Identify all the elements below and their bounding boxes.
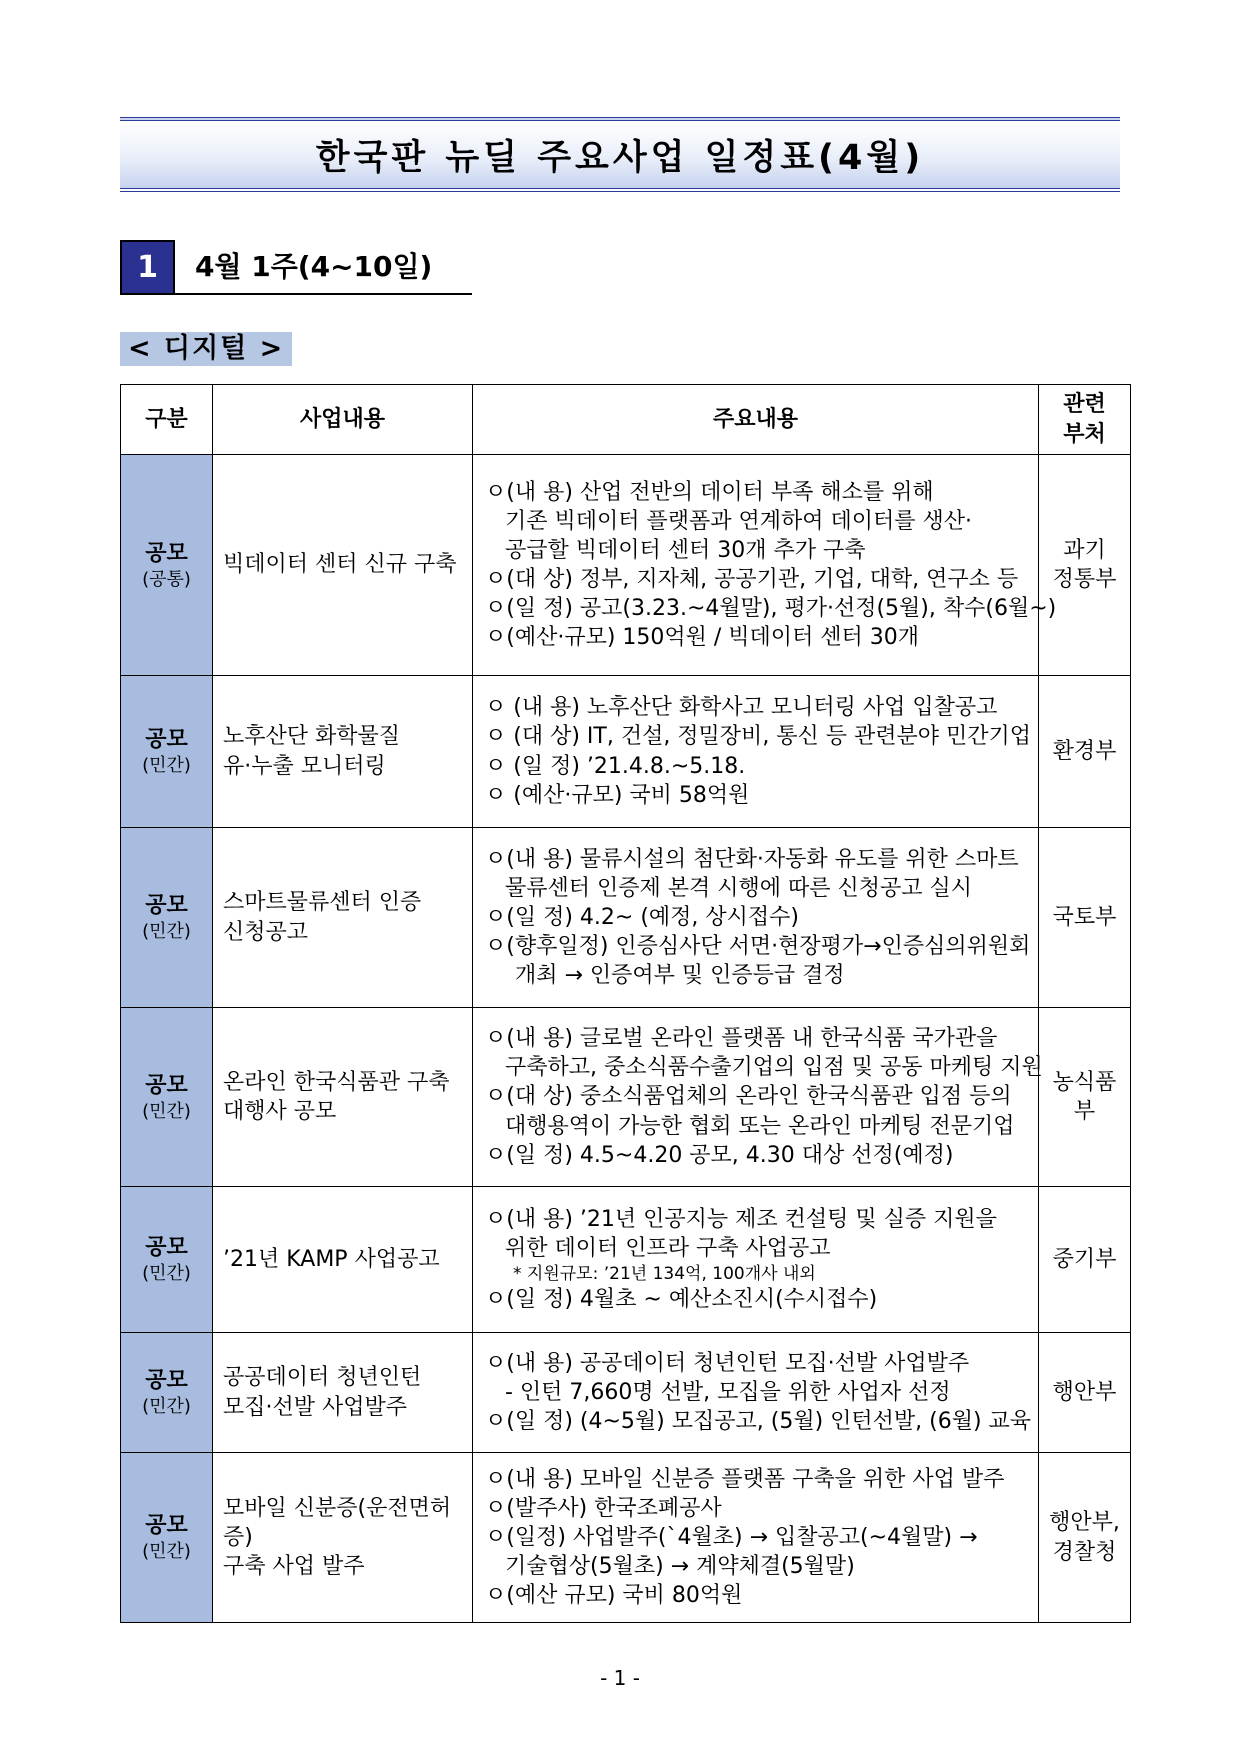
category-type: 공모 (145, 540, 188, 566)
content-line: ㅇ(향후일정) 인증심사단 서면·현장평가→인증심의위원회 (485, 934, 1031, 960)
header-content: 주요내용 (473, 385, 1039, 455)
category-cell (121, 676, 213, 828)
category-type: 공모 (145, 893, 188, 919)
header-project: 사업내용 (213, 385, 473, 455)
page-number: - 1 - (600, 1666, 640, 1690)
table-row (121, 1333, 1131, 1453)
project-name: ’21년 KAMP 사업공고 (213, 1187, 473, 1333)
content-line: 공급할 빅데이터 센터 30개 추가 구축 (505, 537, 866, 563)
category-sub: (민간) (142, 1100, 191, 1122)
content-line: 대행용역이 가능한 협회 또는 온라인 마케팅 전문기업 (505, 1113, 1015, 1139)
category-cell (121, 1453, 213, 1623)
category-type: 공모 (145, 1368, 188, 1394)
content-line: 개최 → 인증여부 및 인증등급 결정 (515, 963, 845, 989)
header-gubun: 구분 (121, 385, 213, 455)
content-line: ㅇ (대 상) IT, 건설, 정밀장비, 통신 등 관련분야 민간기업 (485, 724, 1032, 750)
content-line: ㅇ(내 용) 모바일 신분증 플랫폼 구축을 위한 사업 발주 (485, 1466, 1005, 1492)
category-cell (121, 1008, 213, 1187)
content-line: ㅇ(내 용) ’21년 인공지능 제조 컨설팅 및 실증 지원을 (485, 1206, 997, 1232)
content-cell (473, 676, 1039, 828)
content-line: ㅇ(일정) 사업발주(`4월초) → 입찰공고(~4월말) → (485, 1524, 978, 1550)
project-name: 온라인 한국식품관 구축 대행사 공모 (213, 1008, 473, 1187)
section-number: 1 (120, 240, 175, 295)
content-line: ㅇ(일 정) 4.5~4.20 공모, 4.30 대상 선정(예정) (485, 1142, 954, 1168)
table-row (121, 455, 1131, 676)
content-cell (473, 1187, 1039, 1333)
table-row (121, 1008, 1131, 1187)
table-row (121, 1187, 1131, 1333)
content-cell (473, 1453, 1039, 1623)
department: 행안부, 경찰청 (1039, 1453, 1131, 1623)
category-cell (121, 455, 213, 676)
content-cell (473, 455, 1057, 676)
content-line: ㅇ(예산·규모) 150억원 / 빅데이터 센터 30개 (485, 625, 920, 651)
department: 농식품부 (1039, 1008, 1131, 1187)
content-line: ㅇ (예산·규모) 국비 58억원 (485, 782, 750, 808)
category-sub: (민간) (142, 921, 191, 943)
category-cell (121, 828, 213, 1008)
department: 국토부 (1039, 828, 1131, 1008)
category-type: 공모 (145, 727, 188, 753)
content-cell (473, 828, 1039, 1008)
department: 환경부 (1039, 676, 1131, 828)
table-header-row (121, 385, 1131, 455)
table-row (121, 1453, 1131, 1623)
department: 행안부 (1039, 1333, 1131, 1453)
content-line: ㅇ(내 용) 공공데이터 청년인턴 모집·선발 사업발주 (485, 1350, 970, 1376)
content-line: ㅇ(예산 규모) 국비 80억원 (485, 1583, 743, 1609)
section-title: 4월 1주(4~10일) (175, 240, 472, 295)
category-sub: (민간) (142, 1396, 191, 1418)
content-line: ㅇ (내 용) 노후산단 화학사고 모니터링 사업 입찰공고 (485, 695, 998, 721)
content-line: ㅇ(대 상) 정부, 지자체, 공공기관, 기업, 대학, 연구소 등 (485, 567, 1019, 592)
content-line: - 인턴 7,660명 선발, 모집을 위한 사업자 선정 (505, 1379, 951, 1405)
content-line: ㅇ(일 정) 공고(3.23.~4월말), 평가·선정(5월), 착수(6월~) (485, 596, 1057, 622)
content-line: * 지원규모: ’21년 134억, 100개사 내외 (513, 1263, 816, 1284)
category-cell (121, 1333, 213, 1453)
content-line: ㅇ(일 정) 4.2~ (예정, 상시접수) (485, 904, 799, 930)
content-line: 기술협상(5월초) → 계약체결(5월말) (505, 1554, 855, 1580)
category-label: < 디지털 > (120, 332, 292, 366)
content-line: ㅇ (일 정) ’21.4.8.~5.18. (485, 753, 746, 779)
content-line: ㅇ(내 용) 산업 전반의 데이터 부족 해소를 위해 (485, 479, 934, 505)
content-line: 구축하고, 중소식품수출기업의 입점 및 공동 마케팅 지원 (505, 1055, 1043, 1081)
schedule-table (120, 384, 1131, 1623)
header-dept: 관련 부처 (1039, 385, 1131, 455)
category-sub: (민간) (142, 1263, 191, 1285)
content-line: 위한 데이터 인프라 구축 사업공고 (505, 1235, 831, 1261)
document-title: 한국판 뉴딜 주요사업 일정표(4월) (120, 117, 1120, 192)
content-line: ㅇ(내 용) 글로벌 온라인 플랫폼 내 한국식품 국가관을 (485, 1026, 998, 1052)
category-sub: (민간) (142, 1541, 191, 1563)
category-type: 공모 (145, 1513, 188, 1539)
project-name: 빅데이터 센터 신규 구축 (213, 455, 473, 676)
content-line: 기존 빅데이터 플랫폼과 연계하여 데이터를 생산· (505, 508, 973, 534)
content-line: ㅇ(대 상) 중소식품업체의 온라인 한국식품관 입점 등의 (485, 1084, 1012, 1110)
content-line: ㅇ(발주사) 한국조폐공사 (485, 1495, 722, 1521)
content-cell (473, 1008, 1043, 1187)
project-name: 공공데이터 청년인턴 모집·선발 사업발주 (213, 1333, 473, 1453)
content-line: ㅇ(일 정) (4~5월) 모집공고, (5월) 인턴선발, (6월) 교육 (485, 1409, 1032, 1435)
category-sub: (민간) (142, 755, 191, 777)
content-cell (473, 1333, 1039, 1453)
table-row (121, 828, 1131, 1008)
content-line: ㅇ(일 정) 4월초 ~ 예산소진시(수시접수) (485, 1287, 878, 1313)
department: 중기부 (1039, 1187, 1131, 1333)
content-line: 물류센터 인증제 본격 시행에 따른 신청공고 실시 (505, 875, 973, 901)
department: 과기 정통부 (1039, 455, 1131, 676)
table-row (121, 676, 1131, 828)
project-name: 노후산단 화학물질 유·누출 모니터링 (213, 676, 473, 828)
project-name: 모바일 신분증(운전면허증) 구축 사업 발주 (213, 1453, 473, 1623)
category-sub: (공통) (142, 568, 191, 590)
category-type: 공모 (145, 1072, 188, 1098)
content-line: ㅇ(내 용) 물류시설의 첨단화·자동화 유도를 위한 스마트 (485, 846, 1019, 872)
project-name: 스마트물류센터 인증 신청공고 (213, 828, 473, 1008)
category-cell (121, 1187, 213, 1333)
category-type: 공모 (145, 1235, 188, 1261)
